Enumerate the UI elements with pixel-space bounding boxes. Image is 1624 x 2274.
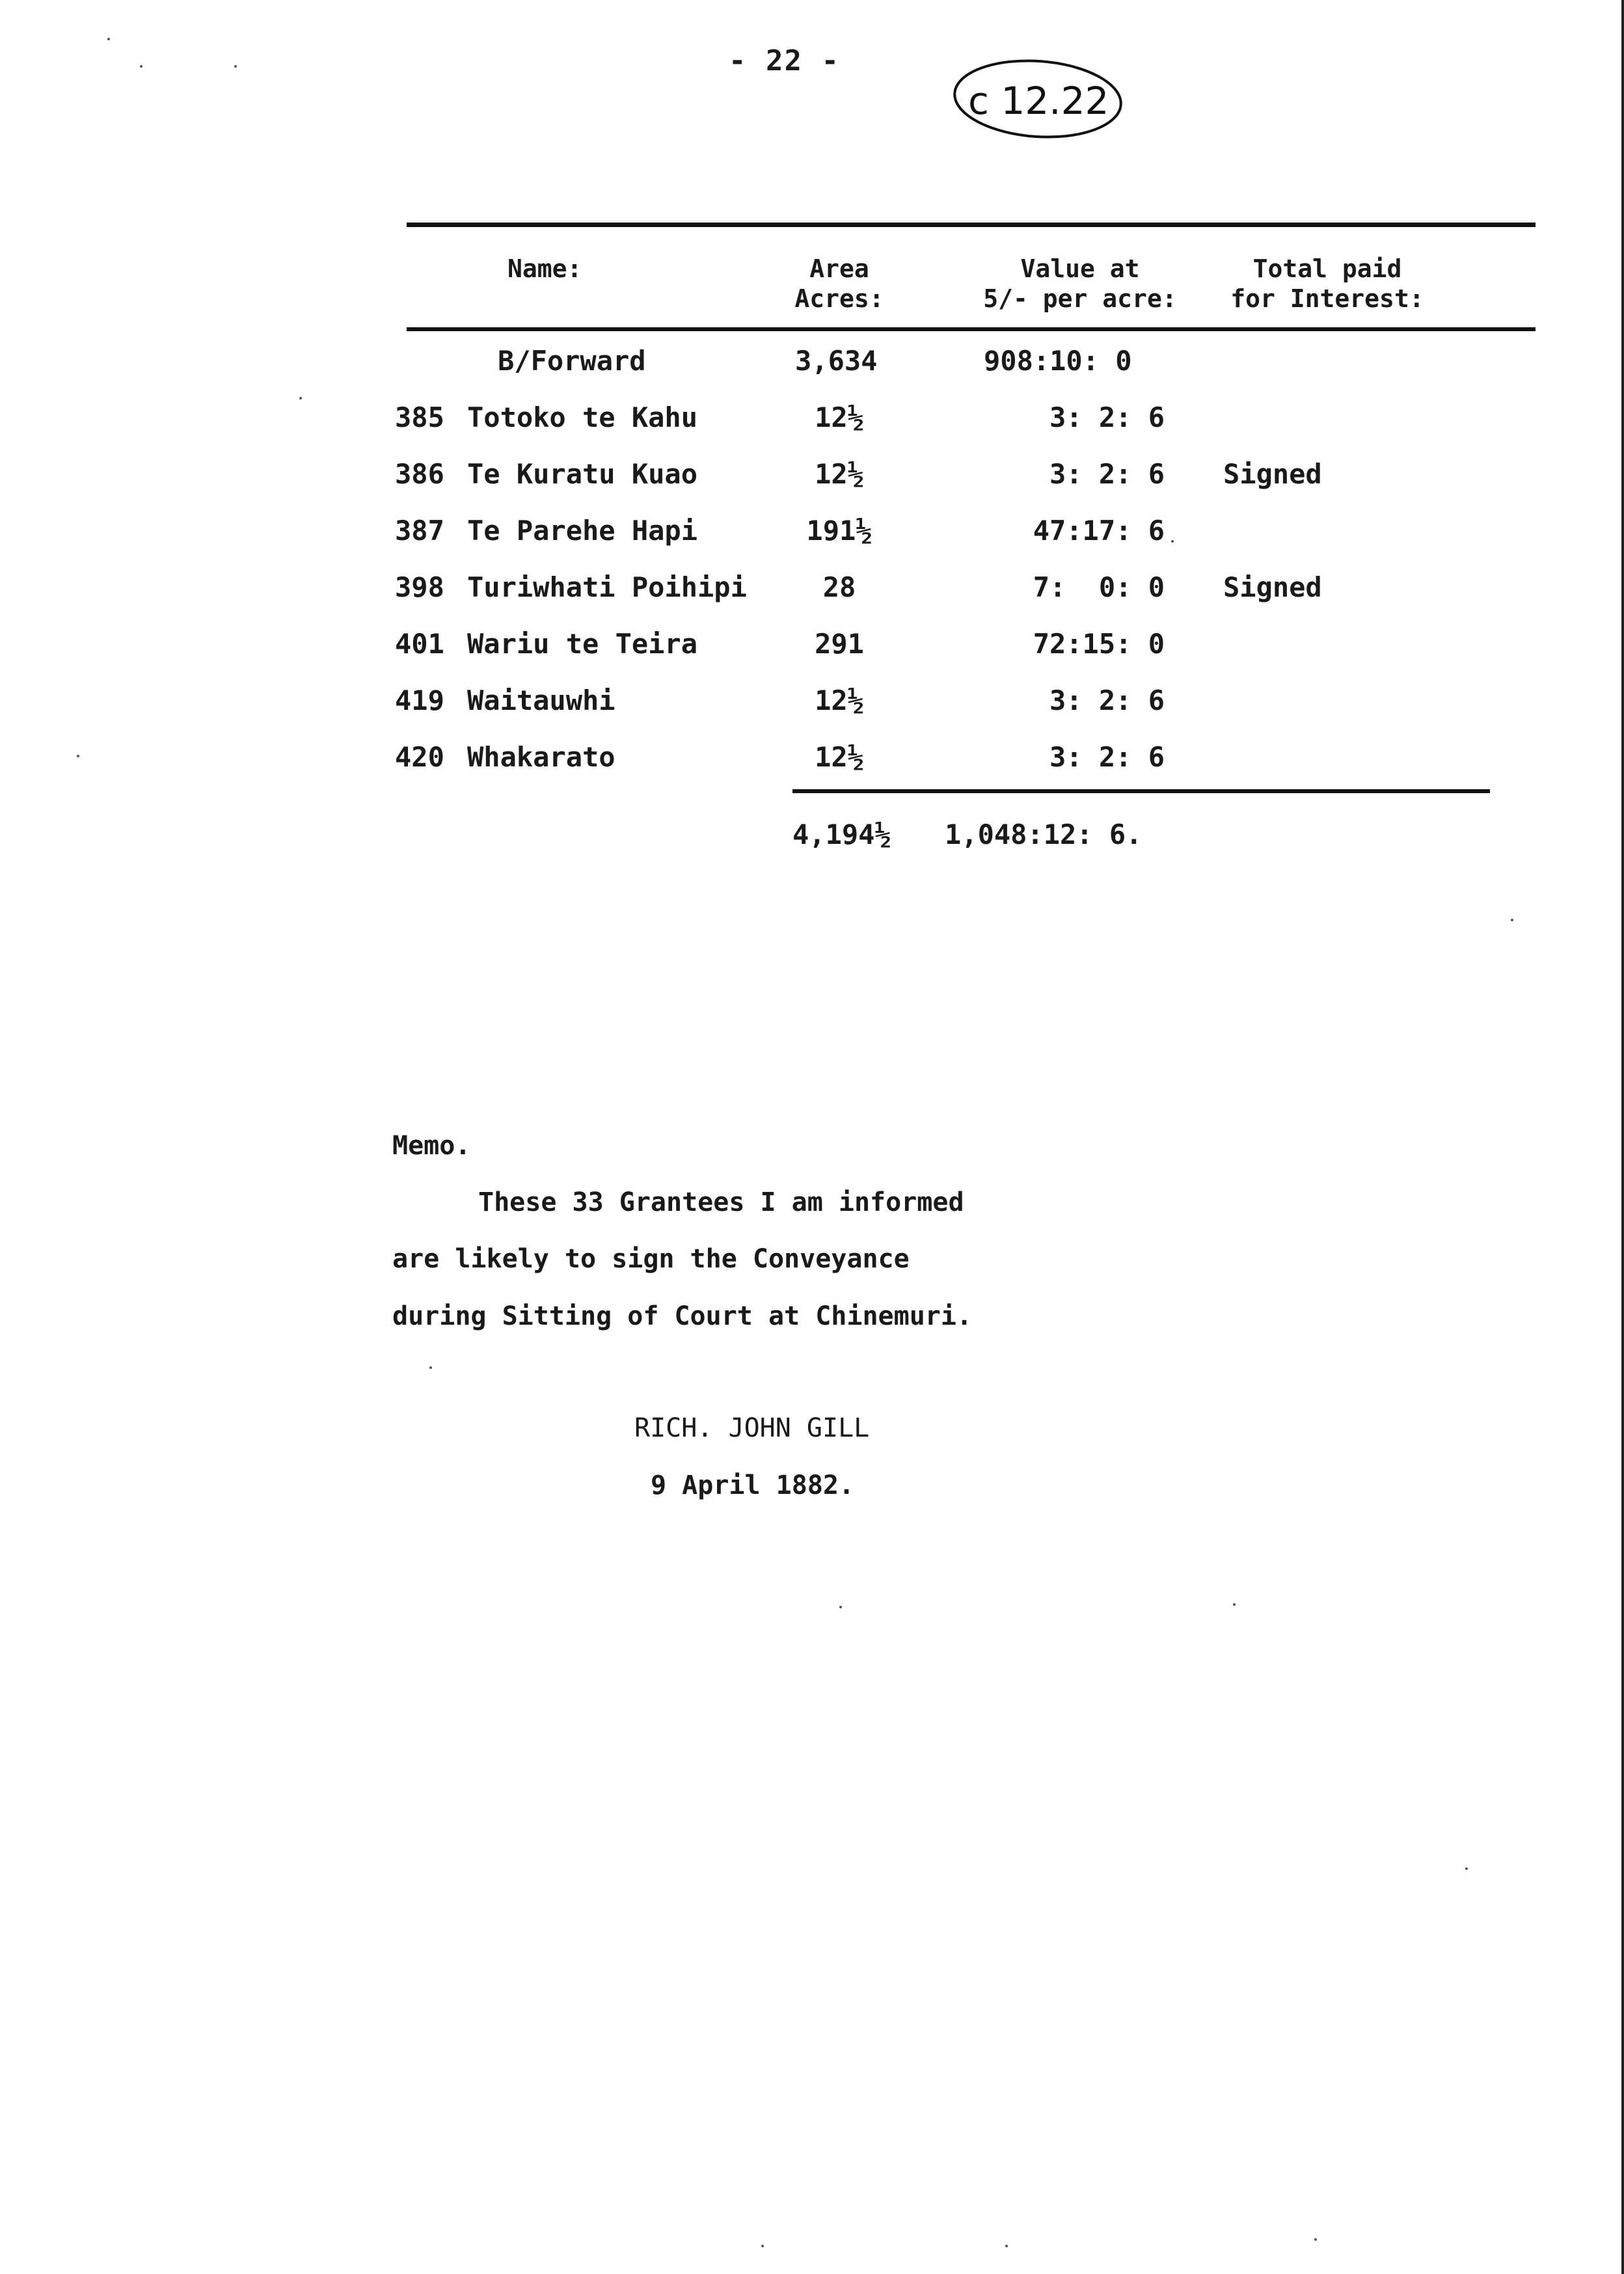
handwritten-reference-text: c 12.22 [968, 79, 1109, 123]
table-header-rule [407, 327, 1536, 331]
row-number: 419 [395, 684, 444, 716]
scan-edge [1621, 0, 1624, 2274]
table-row [0, 515, 1624, 571]
signature-name: RICH. JOHN GILL [634, 1413, 870, 1443]
scan-speck [77, 755, 79, 757]
table-row [0, 571, 1624, 628]
handwritten-reference-drawing [950, 52, 1126, 143]
row-number: 401 [395, 628, 444, 660]
total-area: 4,194½ [792, 819, 891, 850]
memo-line: during Sitting of Court at Chinemuri. [392, 1301, 973, 1331]
row-name: Totoko te Kahu [467, 401, 698, 433]
row-area: 12½ [815, 684, 864, 716]
memo-line: are likely to sign the Conveyance [392, 1244, 910, 1274]
row-number: 398 [395, 571, 444, 603]
total-value: 1,048:12: 6. [945, 819, 1143, 850]
row-value: 908:10: 0 [984, 345, 1132, 377]
row-value: 3: 2: 6 [1049, 401, 1165, 433]
row-name: B/Forward [498, 345, 646, 377]
page-number: - 22 - [729, 44, 840, 77]
row-value: 7: 0: 0 [1033, 571, 1165, 603]
row-name: Wariu te Teira [467, 628, 698, 660]
row-name: Waitauwhi [467, 684, 616, 716]
scan-speck [299, 397, 302, 399]
row-area: 28 [822, 571, 856, 603]
row-status: Signed [1223, 458, 1322, 490]
table-row [0, 684, 1624, 741]
scan-speck [1233, 1603, 1236, 1606]
row-value: 3: 2: 6 [1049, 741, 1165, 773]
row-value: 3: 2: 6 [1049, 458, 1165, 490]
table-body [0, 345, 1624, 798]
column-header-total: Total paid for Interest: [1230, 254, 1424, 313]
scan-speck [1005, 2245, 1008, 2247]
scan-speck [761, 2245, 764, 2247]
row-number: 387 [395, 515, 444, 547]
memo-line: These 33 Grantees I am informed [478, 1187, 964, 1217]
row-area: 3,634 [795, 345, 878, 377]
column-header-value: Value at 5/- per acre: [983, 254, 1177, 313]
row-value: 47:17: 6 [1033, 515, 1165, 547]
scan-speck [1511, 919, 1513, 921]
row-value: 72:15: 0 [1033, 628, 1165, 660]
scan-speck [107, 38, 110, 40]
row-name: Turiwhati Poihipi [467, 571, 747, 603]
scan-speck [1314, 2238, 1317, 2241]
table-row [0, 628, 1624, 684]
scan-speck [1465, 1867, 1468, 1870]
row-area: 291 [815, 628, 864, 660]
row-status: Signed [1223, 571, 1322, 603]
table-total-rule [792, 789, 1490, 793]
scan-speck [839, 1606, 842, 1608]
table-row [0, 458, 1624, 515]
row-area: 12½ [815, 741, 864, 773]
row-number: 385 [395, 401, 444, 433]
signature-date: 9 April 1882. [651, 1470, 855, 1500]
row-number: 386 [395, 458, 444, 490]
row-area: 12½ [815, 458, 864, 490]
row-area: 191½ [806, 515, 873, 547]
scan-speck [140, 65, 142, 68]
row-name: Te Parehe Hapi [467, 515, 698, 547]
table-row [0, 401, 1624, 458]
row-number: 420 [395, 741, 444, 773]
scan-speck [429, 1366, 432, 1369]
memo-label: Memo. [392, 1131, 471, 1161]
scan-speck [234, 65, 237, 68]
column-header-area: Area Acres: [794, 254, 884, 313]
handwritten-reference [950, 52, 1126, 143]
scan-speck [1171, 540, 1174, 543]
row-name: Whakarato [467, 741, 616, 773]
column-header-name: Name: [508, 254, 582, 283]
table-top-rule [407, 223, 1536, 227]
row-value: 3: 2: 6 [1049, 684, 1165, 716]
table-row [0, 345, 1624, 401]
row-name: Te Kuratu Kuao [467, 458, 698, 490]
row-area: 12½ [815, 401, 864, 433]
